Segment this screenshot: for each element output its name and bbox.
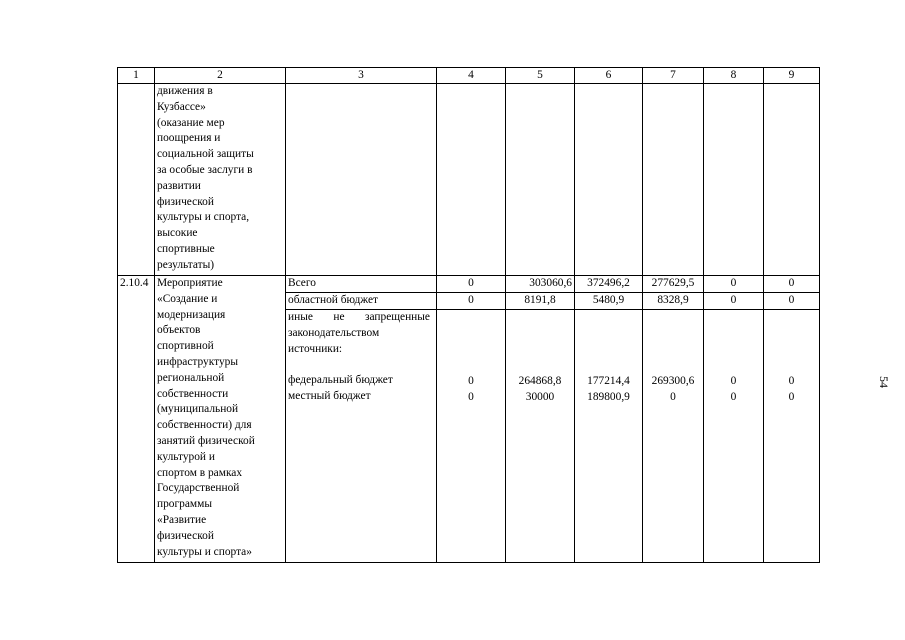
measure-name: Мероприятие «Создание и модернизация объектов спортивной инфраструктуры региональной собственности (муниципальной собственности) для занятий физической культурой и спортом в рамках Государственной программы «Развитие физической культуры и спорта» bbox=[157, 277, 255, 558]
source-label: Всего bbox=[286, 276, 437, 293]
value-cell: 264868,8 30000 bbox=[518, 375, 562, 403]
header-cell: 6 bbox=[575, 68, 643, 84]
value-cell: 8191,8 bbox=[506, 293, 575, 310]
page-number: 54 bbox=[877, 376, 891, 388]
measure-name: движения в Кузбассе» (оказание мер поощрения и социальной защиты за особые заслуги в развитии физической культуры и спорта, высокие спортивные результаты) bbox=[157, 85, 254, 271]
header-cell: 4 bbox=[437, 68, 506, 84]
header-cell: 5 bbox=[506, 68, 575, 84]
row-code: 2.10.4 bbox=[118, 276, 155, 563]
federal-budget-label: федеральный бюджет bbox=[288, 374, 393, 387]
value-cell: 0 bbox=[704, 293, 764, 310]
value-cell: 0 bbox=[437, 293, 506, 310]
value-cell: 0 bbox=[764, 276, 820, 293]
other-sources-label: иные не запрещенные законодательством источники: bbox=[288, 311, 430, 355]
header-cell: 9 bbox=[764, 68, 820, 84]
empty-cell bbox=[286, 84, 437, 276]
table-row-continued bbox=[118, 84, 820, 276]
value-cell: 277629,5 bbox=[643, 276, 704, 293]
empty-cell bbox=[437, 84, 506, 276]
value-cell: 0 bbox=[437, 276, 506, 293]
empty-cell bbox=[704, 84, 764, 276]
source-label: областной бюджет bbox=[286, 293, 437, 310]
header-cell: 3 bbox=[286, 68, 437, 84]
value-cell: 177214,4 189800,9 bbox=[587, 375, 630, 403]
empty-cell bbox=[643, 84, 704, 276]
value-cell: 0 0 bbox=[730, 375, 737, 403]
header-cell: 7 bbox=[643, 68, 704, 84]
value-cell: 8328,9 bbox=[643, 293, 704, 310]
table-header-row bbox=[118, 68, 820, 84]
empty-cell bbox=[575, 84, 643, 276]
budget-table bbox=[117, 67, 820, 563]
empty-cell bbox=[506, 84, 575, 276]
value-cell: 5480,9 bbox=[575, 293, 643, 310]
value-cell: 303060,6 bbox=[506, 276, 575, 293]
local-budget-label: местный бюджет bbox=[288, 390, 371, 403]
value-cell: 269300,6 0 bbox=[651, 375, 695, 403]
row-code bbox=[118, 84, 155, 276]
header-cell: 1 bbox=[118, 68, 155, 84]
value-cell: 0 bbox=[704, 276, 764, 293]
empty-cell bbox=[764, 84, 820, 276]
table-row-total bbox=[118, 276, 820, 293]
value-cell: 0 0 bbox=[788, 375, 795, 403]
header-cell: 2 bbox=[155, 68, 286, 84]
value-cell: 0 bbox=[764, 293, 820, 310]
value-cell: 0 0 bbox=[468, 375, 474, 403]
header-cell: 8 bbox=[704, 68, 764, 84]
value-cell: 372496,2 bbox=[575, 276, 643, 293]
